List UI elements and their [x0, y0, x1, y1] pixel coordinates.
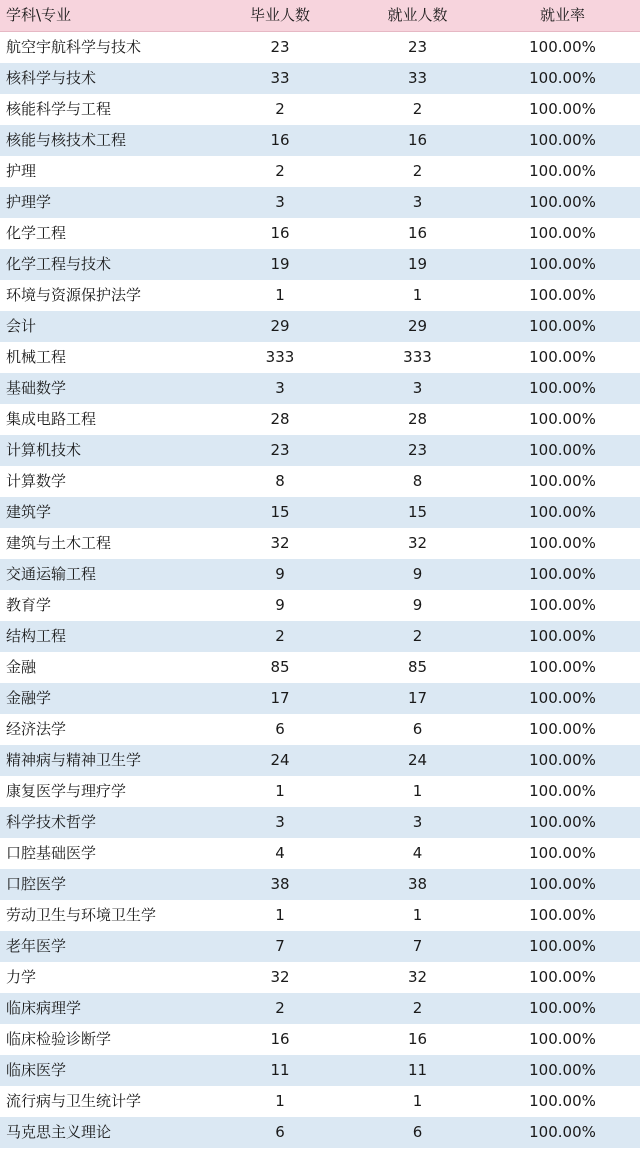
cell-employed: 16	[350, 1024, 485, 1055]
cell-major: 建筑与土木工程	[0, 528, 210, 559]
cell-major: 流行病与卫生统计学	[0, 1086, 210, 1117]
cell-employment-rate: 100.00%	[485, 1055, 640, 1086]
table-row	[0, 311, 640, 342]
cell-employment-rate: 100.00%	[485, 466, 640, 497]
cell-employed: 1	[350, 900, 485, 931]
cell-graduates: 38	[210, 869, 350, 900]
cell-employment-rate: 100.00%	[485, 621, 640, 652]
table-row	[0, 652, 640, 683]
table-row	[0, 559, 640, 590]
cell-graduates: 3	[210, 187, 350, 218]
cell-employment-rate: 100.00%	[485, 714, 640, 745]
cell-employment-rate: 100.00%	[485, 559, 640, 590]
cell-employment-rate: 100.00%	[485, 435, 640, 466]
table-row	[0, 94, 640, 125]
cell-employed: 29	[350, 311, 485, 342]
cell-employment-rate: 100.00%	[485, 342, 640, 373]
cell-graduates: 11	[210, 1055, 350, 1086]
table-row	[0, 466, 640, 497]
cell-graduates: 6	[210, 1117, 350, 1148]
cell-employment-rate: 100.00%	[485, 125, 640, 156]
table-row	[0, 187, 640, 218]
cell-major: 口腔基础医学	[0, 838, 210, 869]
cell-major: 临床检验诊断学	[0, 1024, 210, 1055]
table-row	[0, 807, 640, 838]
cell-major: 机械工程	[0, 342, 210, 373]
cell-major: 科学技术哲学	[0, 807, 210, 838]
table-row	[0, 1117, 640, 1148]
cell-graduates: 29	[210, 311, 350, 342]
table-row	[0, 404, 640, 435]
cell-employed: 3	[350, 187, 485, 218]
table-row	[0, 714, 640, 745]
cell-graduates: 4	[210, 838, 350, 869]
cell-major: 计算数学	[0, 466, 210, 497]
cell-major: 结构工程	[0, 621, 210, 652]
table-row	[0, 1086, 640, 1117]
table-row	[0, 280, 640, 311]
cell-graduates: 85	[210, 652, 350, 683]
cell-employment-rate: 100.00%	[485, 869, 640, 900]
cell-graduates: 16	[210, 1024, 350, 1055]
cell-employed: 8	[350, 466, 485, 497]
cell-employed: 9	[350, 590, 485, 621]
cell-graduates: 32	[210, 962, 350, 993]
cell-employed: 11	[350, 1055, 485, 1086]
cell-employed: 2	[350, 621, 485, 652]
cell-employment-rate: 100.00%	[485, 931, 640, 962]
table-row	[0, 249, 640, 280]
cell-employed: 17	[350, 683, 485, 714]
cell-employment-rate: 100.00%	[485, 404, 640, 435]
cell-employed: 9	[350, 559, 485, 590]
cell-major: 临床病理学	[0, 993, 210, 1024]
cell-major: 临床医学	[0, 1055, 210, 1086]
cell-employed: 38	[350, 869, 485, 900]
table-row	[0, 125, 640, 156]
cell-graduates: 15	[210, 497, 350, 528]
cell-employed: 32	[350, 528, 485, 559]
cell-employment-rate: 100.00%	[485, 249, 640, 280]
table-row	[0, 745, 640, 776]
cell-employed: 23	[350, 435, 485, 466]
cell-employed: 1	[350, 1086, 485, 1117]
header-major: 学科\专业	[0, 0, 210, 32]
cell-employment-rate: 100.00%	[485, 652, 640, 683]
cell-major: 交通运输工程	[0, 559, 210, 590]
cell-employment-rate: 100.00%	[485, 590, 640, 621]
cell-major: 建筑学	[0, 497, 210, 528]
cell-graduates: 9	[210, 590, 350, 621]
table-row	[0, 621, 640, 652]
cell-employment-rate: 100.00%	[485, 187, 640, 218]
cell-employment-rate: 100.00%	[485, 373, 640, 404]
cell-employed: 1	[350, 280, 485, 311]
cell-employed: 15	[350, 497, 485, 528]
cell-graduates: 23	[210, 435, 350, 466]
cell-major: 化学工程与技术	[0, 249, 210, 280]
cell-graduates: 2	[210, 993, 350, 1024]
cell-graduates: 33	[210, 63, 350, 94]
cell-employment-rate: 100.00%	[485, 497, 640, 528]
cell-graduates: 16	[210, 218, 350, 249]
cell-employed: 2	[350, 94, 485, 125]
cell-employment-rate: 100.00%	[485, 962, 640, 993]
cell-employment-rate: 100.00%	[485, 776, 640, 807]
cell-major: 环境与资源保护法学	[0, 280, 210, 311]
cell-major: 护理学	[0, 187, 210, 218]
cell-major: 集成电路工程	[0, 404, 210, 435]
cell-major: 经济法学	[0, 714, 210, 745]
cell-graduates: 1	[210, 776, 350, 807]
cell-employment-rate: 100.00%	[485, 993, 640, 1024]
cell-graduates: 1	[210, 900, 350, 931]
cell-employment-rate: 100.00%	[485, 280, 640, 311]
cell-major: 马克思主义理论	[0, 1117, 210, 1148]
cell-graduates: 3	[210, 807, 350, 838]
table-row	[0, 962, 640, 993]
cell-major: 金融	[0, 652, 210, 683]
table-row	[0, 373, 640, 404]
cell-major: 航空宇航科学与技术	[0, 32, 210, 64]
cell-employment-rate: 100.00%	[485, 311, 640, 342]
cell-graduates: 7	[210, 931, 350, 962]
cell-employed: 3	[350, 807, 485, 838]
table-row	[0, 32, 640, 64]
cell-employment-rate: 100.00%	[485, 900, 640, 931]
cell-employment-rate: 100.00%	[485, 156, 640, 187]
cell-graduates: 32	[210, 528, 350, 559]
cell-graduates: 24	[210, 745, 350, 776]
cell-graduates: 1	[210, 1086, 350, 1117]
cell-major: 力学	[0, 962, 210, 993]
cell-employment-rate: 100.00%	[485, 528, 640, 559]
cell-graduates: 333	[210, 342, 350, 373]
cell-employed: 16	[350, 218, 485, 249]
cell-major: 核能科学与工程	[0, 94, 210, 125]
cell-major: 精神病与精神卫生学	[0, 745, 210, 776]
cell-graduates: 1	[210, 280, 350, 311]
cell-graduates: 2	[210, 156, 350, 187]
cell-employed: 333	[350, 342, 485, 373]
table-row	[0, 528, 640, 559]
cell-employed: 16	[350, 125, 485, 156]
cell-major: 核能与核技术工程	[0, 125, 210, 156]
cell-employed: 28	[350, 404, 485, 435]
table-body	[0, 32, 640, 1149]
header-employment-rate: 就业率	[485, 0, 640, 32]
table-row	[0, 931, 640, 962]
cell-graduates: 6	[210, 714, 350, 745]
cell-graduates: 3	[210, 373, 350, 404]
cell-major: 化学工程	[0, 218, 210, 249]
cell-employed: 7	[350, 931, 485, 962]
cell-employed: 3	[350, 373, 485, 404]
cell-employment-rate: 100.00%	[485, 218, 640, 249]
cell-graduates: 23	[210, 32, 350, 64]
cell-major: 康复医学与理疗学	[0, 776, 210, 807]
cell-major: 金融学	[0, 683, 210, 714]
table-row	[0, 342, 640, 373]
cell-employed: 2	[350, 993, 485, 1024]
cell-employment-rate: 100.00%	[485, 1086, 640, 1117]
cell-employed: 4	[350, 838, 485, 869]
table-row	[0, 590, 640, 621]
cell-graduates: 9	[210, 559, 350, 590]
cell-employed: 33	[350, 63, 485, 94]
table-row	[0, 1055, 640, 1086]
table-row	[0, 218, 640, 249]
cell-major: 老年医学	[0, 931, 210, 962]
cell-employment-rate: 100.00%	[485, 838, 640, 869]
cell-graduates: 19	[210, 249, 350, 280]
cell-employment-rate: 100.00%	[485, 745, 640, 776]
table-row	[0, 497, 640, 528]
header-row	[0, 0, 640, 32]
cell-employed: 32	[350, 962, 485, 993]
cell-employment-rate: 100.00%	[485, 683, 640, 714]
header-graduates: 毕业人数	[210, 0, 350, 32]
cell-major: 教育学	[0, 590, 210, 621]
cell-employed: 1	[350, 776, 485, 807]
cell-major: 核科学与技术	[0, 63, 210, 94]
cell-employment-rate: 100.00%	[485, 32, 640, 64]
cell-major: 计算机技术	[0, 435, 210, 466]
cell-graduates: 17	[210, 683, 350, 714]
cell-employment-rate: 100.00%	[485, 807, 640, 838]
cell-major: 劳动卫生与环境卫生学	[0, 900, 210, 931]
table-row	[0, 156, 640, 187]
cell-employed: 85	[350, 652, 485, 683]
cell-employment-rate: 100.00%	[485, 63, 640, 94]
cell-employed: 6	[350, 1117, 485, 1148]
cell-graduates: 28	[210, 404, 350, 435]
cell-graduates: 2	[210, 94, 350, 125]
cell-major: 护理	[0, 156, 210, 187]
cell-employed: 24	[350, 745, 485, 776]
table-row	[0, 435, 640, 466]
table-row	[0, 900, 640, 931]
cell-major: 会计	[0, 311, 210, 342]
cell-employed: 23	[350, 32, 485, 64]
table-row	[0, 869, 640, 900]
table-row	[0, 993, 640, 1024]
table-row	[0, 1024, 640, 1055]
cell-major: 口腔医学	[0, 869, 210, 900]
cell-employment-rate: 100.00%	[485, 94, 640, 125]
header-employed: 就业人数	[350, 0, 485, 32]
table-row	[0, 776, 640, 807]
cell-graduates: 8	[210, 466, 350, 497]
cell-employment-rate: 100.00%	[485, 1024, 640, 1055]
table-row	[0, 838, 640, 869]
table-header	[0, 0, 640, 32]
cell-employed: 2	[350, 156, 485, 187]
cell-major: 基础数学	[0, 373, 210, 404]
cell-employed: 19	[350, 249, 485, 280]
cell-employment-rate: 100.00%	[485, 1117, 640, 1148]
table-row	[0, 683, 640, 714]
cell-graduates: 16	[210, 125, 350, 156]
cell-graduates: 2	[210, 621, 350, 652]
table-row	[0, 63, 640, 94]
cell-employed: 6	[350, 714, 485, 745]
